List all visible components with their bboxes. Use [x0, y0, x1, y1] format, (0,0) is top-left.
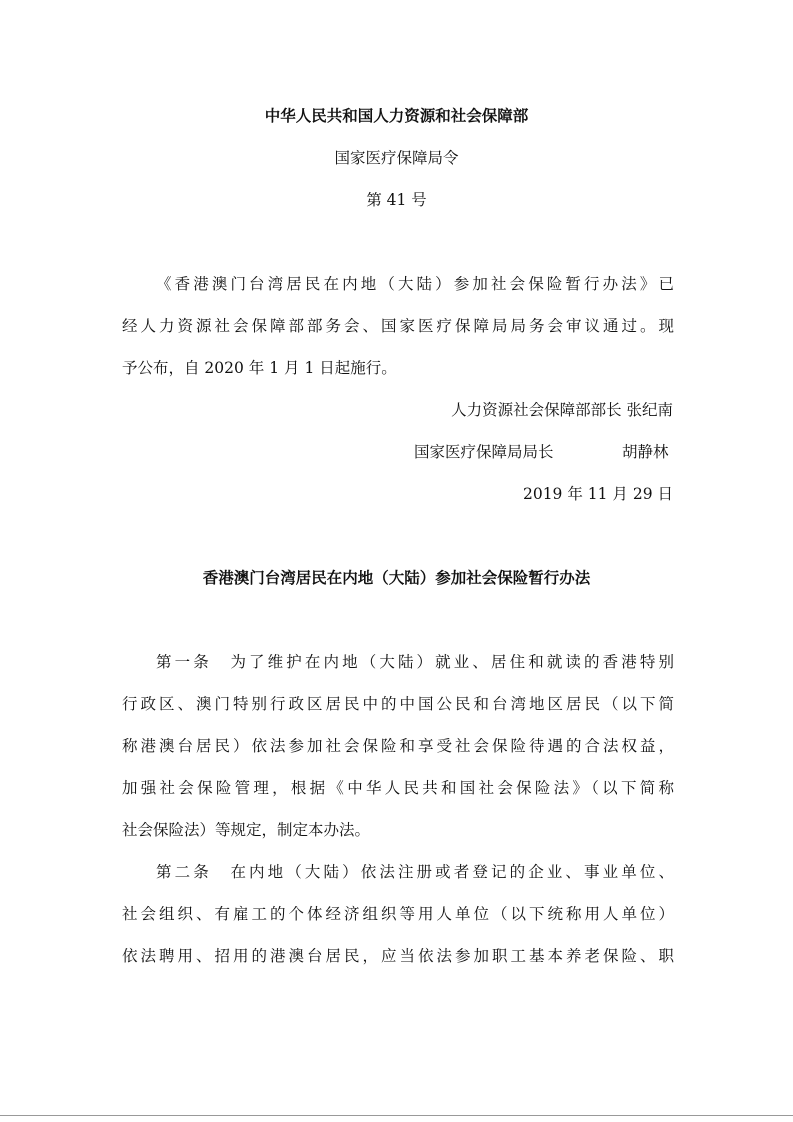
article-line: 称港澳台居民）依法参加社会保险和享受社会保险待遇的合法权益， — [122, 737, 674, 755]
signature-date: 2019 年 11 月 29 日 — [522, 485, 673, 503]
order-header-bureau: 国家医疗保障局令 — [334, 149, 459, 167]
order-number: 第 41 号 — [366, 191, 427, 209]
document-title: 香港澳门台湾居民在内地（大陆）参加社会保险暂行办法 — [202, 568, 591, 587]
article-line: 行政区、澳门特别行政区居民中的中国公民和台湾地区居民（以下简 — [122, 695, 674, 713]
article-line: 依法聘用、招用的港澳台居民，应当依法参加职工基本养老保险、职 — [122, 947, 674, 965]
page-bottom-rule — [0, 1115, 793, 1116]
article-line: 社会保险法）等规定，制定本办法。 — [122, 821, 371, 839]
signature-minister-nhsa — [414, 440, 554, 462]
preamble-line: 《香港澳门台湾居民在内地（大陆）参加社会保险暂行办法》已 — [156, 275, 674, 293]
order-header-ministry: 中华人民共和国人力资源和社会保障部 — [264, 106, 529, 125]
signature-name: 胡静林 — [622, 443, 669, 461]
preamble-line: 予公布，自 2020 年 1 月 1 日起施行。 — [122, 359, 397, 377]
article-line: 第二条 在内地（大陆）依法注册或者登记的企业、事业单位、 — [156, 863, 674, 881]
article-line: 社会组织、有雇工的个体经济组织等用人单位（以下统称用人单位） — [122, 905, 674, 923]
preamble-line: 经人力资源社会保障部部务会、国家医疗保障局局务会审议通过。现 — [122, 317, 674, 335]
article-line: 加强社会保险管理，根据《中华人民共和国社会保险法》（以下简称 — [122, 779, 674, 797]
article-line: 第一条 为了维护在内地（大陆）就业、居住和就读的香港特别 — [156, 653, 674, 671]
signature-minister-hrss: 人力资源社会保障部部长 张纪南 — [451, 401, 673, 419]
signature-title: 国家医疗保障局局长 — [414, 443, 554, 461]
